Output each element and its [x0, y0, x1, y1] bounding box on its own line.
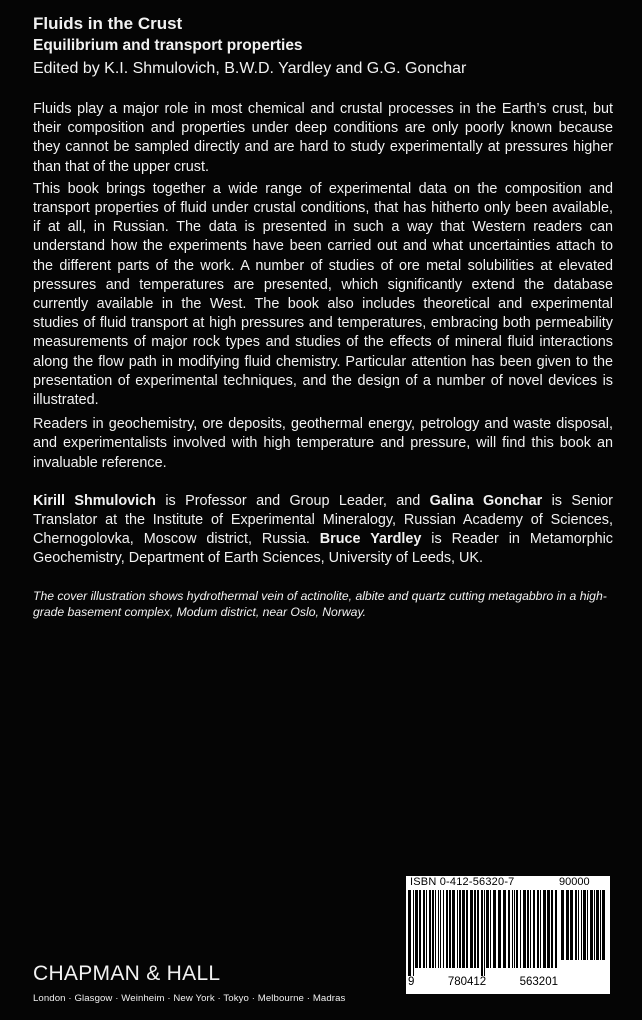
ean-digits	[408, 976, 558, 988]
author-bio-text-2: is Senior Translator at the Institute of Experimental Mineralogy, Russian Academy of Sciences, Chernogolovka, Moscow district, Russia.	[33, 492, 613, 548]
barcode-bar	[555, 890, 557, 968]
publisher-logo: CHAPMAN & HALL	[33, 962, 221, 985]
book-title: Fluids in the Crust	[33, 14, 183, 33]
isbn-barcode	[406, 876, 610, 994]
barcode-bar	[602, 890, 605, 960]
barcode-bar	[452, 890, 455, 968]
barcode-bar	[514, 890, 515, 968]
barcode-bar	[561, 890, 564, 960]
barcode-bar	[508, 890, 510, 968]
barcode-bar	[543, 890, 546, 968]
barcode-bar	[493, 890, 496, 968]
barcode-bar	[587, 890, 588, 960]
blurb-paragraph-1: Fluids play a major role in most chemical and crustal processes in the Earth’s crust, but their composition and properties under deep conditions are only poorly known because they cannot be sampled directly and are hard to study experimentally at pressures higher than that of the upper crust.	[33, 101, 613, 175]
author-name-1: Kirill Shmulovich	[33, 492, 156, 509]
barcode-bar	[547, 890, 550, 968]
price-barcode-bars	[561, 890, 607, 968]
barcode-bar	[474, 890, 476, 968]
barcode-bar	[566, 890, 569, 960]
barcode-bar	[590, 890, 593, 960]
barcode-bar	[466, 890, 468, 968]
isbn-number: ISBN 0-412-56320-7	[410, 876, 515, 888]
author-bio	[33, 492, 613, 569]
book-subtitle: Equilibrium and transport properties	[33, 37, 303, 54]
barcode-bar	[537, 890, 539, 968]
barcode-bar	[432, 890, 434, 968]
barcode-bar	[415, 890, 418, 968]
barcode-bar	[449, 890, 451, 968]
barcode-bar	[551, 890, 553, 968]
barcode-bar	[581, 890, 582, 960]
barcode-bar	[429, 890, 431, 968]
back-cover-text	[33, 14, 613, 620]
barcode-bar	[594, 890, 595, 960]
barcode-bar	[490, 890, 491, 968]
barcode-bar	[419, 890, 421, 968]
barcode-bar	[435, 890, 436, 968]
publisher-cities: London · Glasgow · Weinheim · New York · Tokyo · Melbourne · Madras	[33, 993, 346, 1004]
ean-left-group: 780412	[447, 976, 487, 988]
barcode-bar	[443, 890, 444, 968]
barcode-bar	[423, 890, 425, 968]
barcode-bar	[440, 890, 441, 968]
ean-first-digit: 9	[408, 976, 415, 988]
author-bio-text-3: is Reader in Metamorphic Geochemistry, Department of Earth Sciences, University of Leeds, UK.	[33, 531, 613, 567]
blurb-paragraph-2: This book brings together a wide range of experimental data on the composition and transport properties of fluid under crustal conditions, that has hitherto only been available, if at all, in Russian. The data is presented in such a way that Western readers can understand how the experiments have been carried out and what uncertainties attach to the different parts of the work. A number of studies of ore metal solubilities at elevated pressures and temperatures are presented, which significantly extend the database currently available in the West. The book also includes theoretical and experimental studies of fluid transport at high pressures and temperatures, embracing both permeability measurements of major rock types and studies of the effects of mineral fluid interactions along the flow path in modifying fluid chemistry. Particular attention has been given to the presentation of experimental techniques, and the design of a number of novel devices is illustrated.	[33, 180, 613, 409]
ean-right-group: 563201	[519, 976, 558, 988]
barcode-bar	[512, 890, 513, 968]
ean-barcode-bars	[408, 890, 558, 976]
barcode-bar	[413, 890, 414, 976]
barcode-bar	[600, 890, 601, 960]
barcode-bar	[530, 890, 531, 968]
barcode-bar	[520, 890, 521, 968]
barcode-bar	[408, 890, 411, 976]
barcode-bar	[457, 890, 458, 968]
barcode-bar	[523, 890, 526, 968]
barcode-bar	[527, 890, 529, 968]
barcode-bar	[446, 890, 448, 968]
barcode-bar	[481, 890, 483, 976]
barcode-bar	[498, 890, 501, 968]
barcode-bar	[462, 890, 465, 968]
barcode-bar	[477, 890, 479, 968]
price-code: 90000	[559, 876, 590, 888]
barcode-bar	[426, 890, 427, 968]
cover-caption: The cover illustration shows hydrothermal vein of actinolite, albite and quartz cutting metagabbro in a high-grade basement complex, Modum district, near Oslo, Norway.	[33, 588, 607, 619]
author-name-2: Galina Gonchar	[429, 492, 543, 509]
barcode-bar	[596, 890, 599, 960]
barcode-bar	[575, 890, 577, 960]
barcode-bar	[486, 890, 489, 968]
blurb-paragraph-3: Readers in geochemistry, ore deposits, geothermal energy, petrology and waste disposal, and experimentalists involved with high temperature and pressure, will find this book an invaluable reference.	[33, 416, 613, 471]
barcode-bar	[540, 890, 541, 968]
barcode-bar	[583, 890, 586, 960]
author-bio-text-1: is Professor and Group Leader, and	[155, 492, 430, 509]
barcode-bar	[459, 890, 461, 968]
blurb	[33, 100, 613, 620]
author-name-3: Bruce Yardley	[319, 531, 422, 548]
barcode-bar	[516, 890, 518, 968]
barcode-bar	[484, 890, 485, 976]
barcode-bar	[533, 890, 535, 968]
barcode-bar	[570, 890, 573, 960]
barcode-bar	[470, 890, 473, 968]
barcode-bar	[503, 890, 506, 968]
barcode-bar	[438, 890, 439, 968]
barcode-bar	[578, 890, 579, 960]
book-editors: Edited by K.I. Shmulovich, B.W.D. Yardley and G.G. Gonchar	[33, 60, 467, 77]
